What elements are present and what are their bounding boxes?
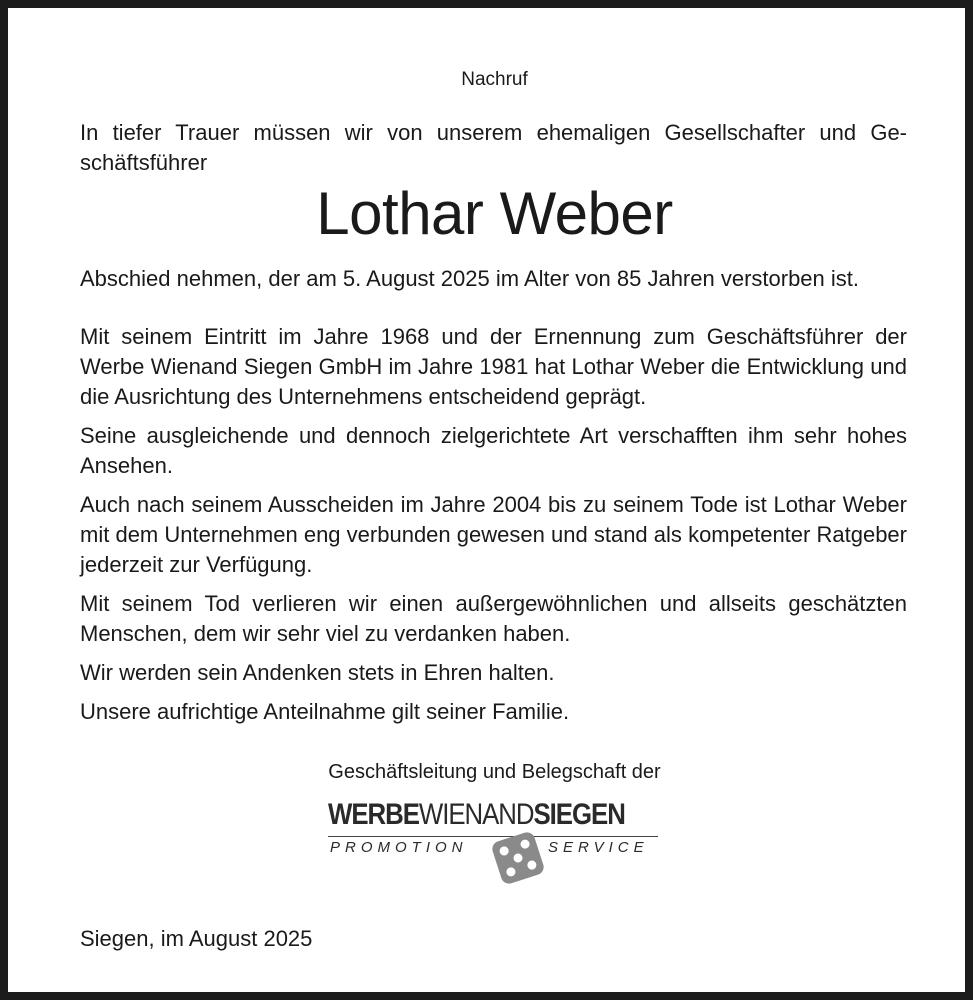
place: Siegen,	[80, 926, 155, 951]
date: im August 2025	[154, 926, 313, 951]
logo-wordmark	[328, 798, 625, 832]
logo-word-wienand: WIENAND	[418, 798, 534, 831]
farewell-line: Abschied nehmen, der am 5. August 2025 im Alter von 85 Jahren verstorben ist.	[80, 266, 860, 291]
intro-text	[80, 118, 907, 178]
logo-word-werbe: WERBE	[328, 798, 419, 831]
intro-line-1: In tiefer Trauer müssen wir von unserem ehemaligen Gesellschafter und Ge-	[80, 120, 907, 145]
paragraph-loss: Mit seinem Tod verlieren wir einen außergewöhnlichen und allseits geschätzten Menschen, dem wir sehr viel zu verdanken haben.	[80, 591, 907, 646]
notice-heading: Nachruf	[461, 69, 528, 90]
paragraph-condolence: Unsere aufrichtige Anteilnahme gilt seiner Familie.	[80, 699, 570, 724]
place-date	[80, 924, 312, 954]
signoff-line: Geschäftsleitung und Belegschaft der	[328, 761, 661, 783]
intro-line-2: schäftsführer	[80, 150, 208, 175]
paragraph-character: Seine ausgleichende und dennoch zielgerichtete Art verschafften ihm sehr hohes Ansehen.	[80, 423, 907, 478]
logo-word-siegen: SIEGEN	[533, 798, 625, 831]
body-text	[80, 322, 907, 736]
logo-tagline-promotion: PROMOTION	[330, 839, 468, 856]
dice-icon	[486, 826, 550, 890]
paragraph-career: Mit seinem Eintritt im Jahre 1968 und der Ernennung zum Geschäftsführer der Werbe Wienand Siegen GmbH im Jahre 1981 hat Lothar Weber die Entwicklung und die Ausrichtung des Unternehmens entscheidend geprägt.	[80, 324, 907, 409]
company-logo	[328, 798, 660, 888]
deceased-name: Lothar Weber	[316, 180, 673, 247]
paragraph-retirement: Auch nach seinem Ausscheiden im Jahre 2004 bis zu seinem Tode ist Lothar Weber mit dem Unternehmen eng verbunden gewesen und stand als kompetenter Ratgeber jederzeit zur Verfügung.	[80, 492, 907, 577]
paragraph-remembrance: Wir werden sein Andenken stets in Ehren halten.	[80, 660, 555, 685]
logo-tagline-service: SERVICE	[548, 839, 649, 856]
